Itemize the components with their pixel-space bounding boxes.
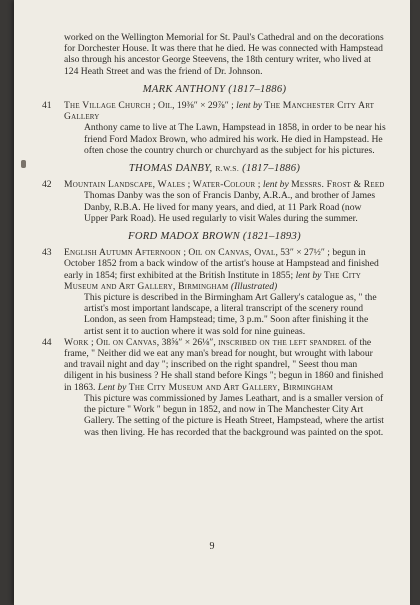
artist-heading: THOMAS DANBY, R.W.S. (1817–1886): [128, 163, 301, 175]
artist-name: THOMAS DANBY: [128, 163, 210, 175]
illustrated-note: (Illustrated): [230, 280, 278, 292]
catalogue-entry: [42, 100, 387, 156]
inscription-label: inscribed on the left spandrel: [218, 336, 347, 348]
entry-description: This picture was commissioned by James Leathart, and is a smaller version of the picture " Work " begun in 1852, and now in The Manchester City Art Gallery. The setting of the picture is Heath Street, Hampstead, where the artist was then living. He has recorded that the background was painted on the spot.: [84, 392, 384, 438]
entry-number: 43: [42, 247, 52, 259]
artist-name: MARK ANTHONY: [142, 83, 226, 95]
work-title: Mountain Landscape, Wales: [64, 179, 186, 191]
lender: The City Museum and Art Gallery, Birmingham: [64, 269, 362, 292]
artist-suffix: R.W.S.: [215, 164, 240, 174]
work-medium: Oil on Canvas: [96, 336, 157, 348]
page-content: [42, 32, 387, 438]
entry-number: 44: [42, 336, 52, 348]
catalogue-page: [14, 0, 410, 605]
work-history: of the frame, " Neither did we eat any man's bread for nought, but wrought with labour and travail night and day "; inscribed on the right spandrel, " Seest thou man diligent in his business ? He shall stand before Kings "; begun in 1860 and finished in 1863.: [64, 336, 384, 393]
lent-by-label: lent by: [295, 269, 322, 281]
entry-title: English Autumn Afternoon ; Oil on Canvas, Oval, 53″ × 27½″ ; begun in October 1852 from a back window of the artist's house at Hampstead and finished early in 1854; first exhibited at the British Institute in 1855; lent by The City Museum and Art Gallery, Birmingham (Illustrated): [64, 247, 379, 292]
work-size: 19⅜″ × 29⅞″: [176, 100, 229, 112]
entry-title: The Village Church ; Oil, 19⅜″ × 29⅞″ ; lent by The Manchester City Art Gallery: [64, 100, 375, 123]
lender: Messrs. Frost & Reed: [291, 179, 385, 191]
entry-description: This picture is described in the Birmingham Art Gallery's catalogue as, " the artist's most important landscape, a literal transcript of the scenery round London, as seen from Hampstead; time, 3 p.m." Soon after finishing it the artist sent it to auction where it was sold for nine guineas.: [84, 292, 377, 337]
lent-by-label: Lent by: [97, 381, 127, 393]
work-medium: Oil on Canvas, Oval: [188, 247, 276, 259]
lent-by-label: lent by: [236, 100, 263, 112]
work-title: Work: [64, 336, 89, 348]
page-number: 9: [209, 541, 215, 552]
intro-paragraph: worked on the Wellington Memorial for St. Paul's Cathedral and on the decorations for Dorchester House. It was there that he died. He was connected with Hampstead also through his ancestor George Steevens, the 18th century writer, who lived at 124 Heath Street and was the friend of Dr. Johnson.: [64, 32, 384, 77]
entry-title: Work ; Oil on Canvas, 38⅝″ × 26⅛″, inscribed on the left spandrel of the frame, " Neither did we eat any man's bread for nought, but wrought with labour and travail night and day "; inscribed on the right spandrel, " Seest thou man diligent in his business ? He shall stand before Kings "; begun in 1860 and finished in 1863. Lent by The City Museum and Art Gallery, Birmingham: [64, 336, 384, 393]
artist-dates: (1821–1893): [242, 231, 301, 243]
work-title: The Village Church: [64, 100, 151, 112]
work-size: 38⅝″ × 26⅛″: [161, 336, 214, 348]
work-size: 53″ × 27½″: [280, 247, 325, 259]
catalogue-entry: [42, 337, 387, 438]
catalogue-entry: [42, 247, 387, 337]
work-medium: Oil: [157, 100, 173, 112]
entry-number: 41: [42, 100, 52, 112]
artist-name: FORD MADOX BROWN: [128, 231, 240, 243]
work-history: begun in October 1852 from a back window of the artist's house at Hampstead and finished early in 1854; first exhibited at the British Institute in 1855;: [64, 247, 379, 281]
work-title: English Autumn Afternoon: [64, 247, 181, 259]
entry-number: 42: [42, 179, 52, 191]
artist-dates: (1817–1886): [242, 163, 301, 175]
binding-hole: [21, 160, 26, 168]
entry-description: Thomas Danby was the son of Francis Danby, A.R.A., and brother of James Danby, R.B.A. He lived for many years, and died, at 11 Park Road (now Upper Park Road). He used regularly to visit Wales during the summer.: [84, 190, 376, 224]
artist-heading: [42, 84, 387, 95]
work-medium: Water-Colour: [192, 179, 256, 191]
lent-by-label: lent by: [262, 179, 289, 191]
artist-dates: (1817–1886): [228, 83, 287, 95]
lender: The Manchester City Art Gallery: [64, 100, 375, 123]
entry-title: Mountain Landscape, Wales ; Water-Colour ; lent by Messrs. Frost & Reed: [64, 179, 385, 191]
entry-description: Anthony came to live at The Lawn, Hampstead in 1858, in order to be near his friend Ford Madox Brown, who admired his work. He died in Hampstead. He often chose the country church or churchyard as the subject for his pictures.: [84, 122, 386, 156]
lender: The City Museum and Art Gallery, Birmingham: [128, 381, 334, 393]
catalogue-entry: [42, 179, 387, 224]
artist-heading: [42, 231, 387, 242]
